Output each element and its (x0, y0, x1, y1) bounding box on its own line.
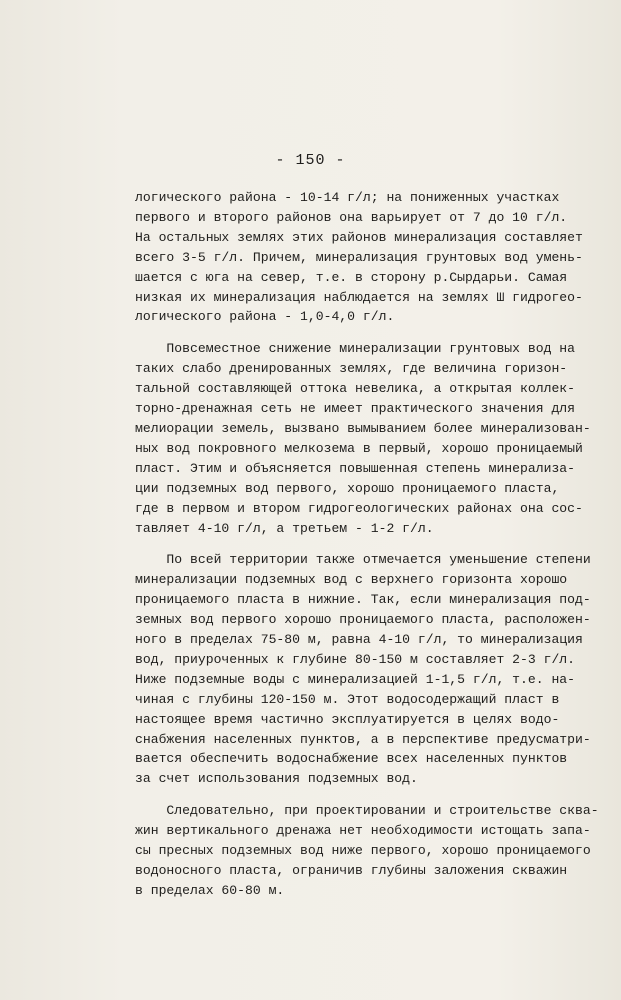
text-line: шается с юга на север, т.е. в сторону р.Сырдарьи. Самая (135, 269, 568, 285)
text-line: проницаемого пласта в нижние. Так, если минерализация под- (135, 592, 591, 608)
text-line: первого и второго районов она варьирует от 7 до 10 г/л. (135, 209, 568, 225)
text-line: логического района - 1,0-4,0 г/л. (135, 309, 395, 325)
text-line: логического района - 10-14 г/л; на пониженных участках (135, 190, 560, 205)
text-line: сы пресных подземных вод ниже первого, хорошо проницаемого (135, 843, 591, 859)
text-line: настоящее время частично эксплуатируется в целях водо- (135, 711, 560, 727)
text-line: Повсеместное снижение минерализации грунтовых вод на (135, 341, 576, 357)
text-line: где в первом и втором гидрогеологических районах она сос- (135, 500, 583, 516)
paragraph-gap (135, 327, 605, 339)
paragraph (135, 339, 605, 538)
text-line: тавляет 4-10 г/л, а третьем - 1-2 г/л. (135, 520, 434, 536)
document-body (135, 188, 605, 901)
text-line: торно-дренажная сеть не имеет практического значения для (135, 401, 576, 417)
text-line: таких слабо дренированных землях, где величина горизон- (135, 361, 568, 377)
text-line: всего 3-5 г/л. Причем, минерализация грунтовых вод умень- (135, 249, 583, 265)
text-line: Следовательно, при проектировании и строительстве сква- (135, 803, 599, 819)
text-line: пласт. Этим и объясняется повышенная степень минерализа- (135, 460, 576, 476)
text-line: вод, приуроченных к глубине 80-150 м составляет 2-3 г/л. (135, 651, 576, 667)
text-line: ных вод покровного мелкозема в первый, хорошо проницаемый (135, 440, 583, 456)
text-line: в пределах 60-80 м. (135, 882, 285, 898)
paragraph (135, 550, 605, 789)
paragraph (135, 188, 605, 327)
text-line: водоносного пласта, ограничив глубины заложения скважин (135, 863, 568, 878)
text-line: жин вертикального дренажа нет необходимости истощать запа- (135, 823, 591, 839)
text-line: ного в пределах 75-80 м, равна 4-10 г/л, то минерализация (135, 632, 583, 648)
text-line: чиная с глубины 120-150 м. Этот водосодержащий пласт в (135, 691, 560, 707)
page-number: - 150 - (275, 152, 346, 169)
text-line: вается обеспечить водоснабжение всех населенных пунктов (135, 751, 568, 767)
text-line: минерализации подземных вод с верхнего горизонта хорошо (135, 572, 568, 588)
text-line: снабжения населенных пунктов, а в перспективе предусматри- (135, 731, 591, 747)
text-line: По всей территории также отмечается уменьшение степени (135, 552, 591, 568)
paragraph-gap (135, 789, 605, 801)
paragraph (135, 801, 605, 901)
text-line: тальной составляющей оттока невелика, а открытая коллек- (135, 381, 576, 397)
text-line: Ниже подземные воды с минерализацией 1-1,5 г/л, т.е. на- (135, 671, 576, 687)
text-line: мелиорации земель, вызвано вымыванием более минерализован- (135, 420, 591, 436)
text-line: за счет использования подземных вод. (135, 771, 418, 787)
paragraph-gap (135, 538, 605, 550)
text-line: На остальных землях этих районов минерализация составляет (135, 229, 583, 245)
text-line: земных вод первого хорошо проницаемого пласта, расположен- (135, 612, 591, 628)
text-line: низкая их минерализация наблюдается на землях Ш гидрогео- (135, 289, 583, 305)
text-line: ции подземных вод первого, хорошо проницаемого пласта, (135, 480, 560, 496)
